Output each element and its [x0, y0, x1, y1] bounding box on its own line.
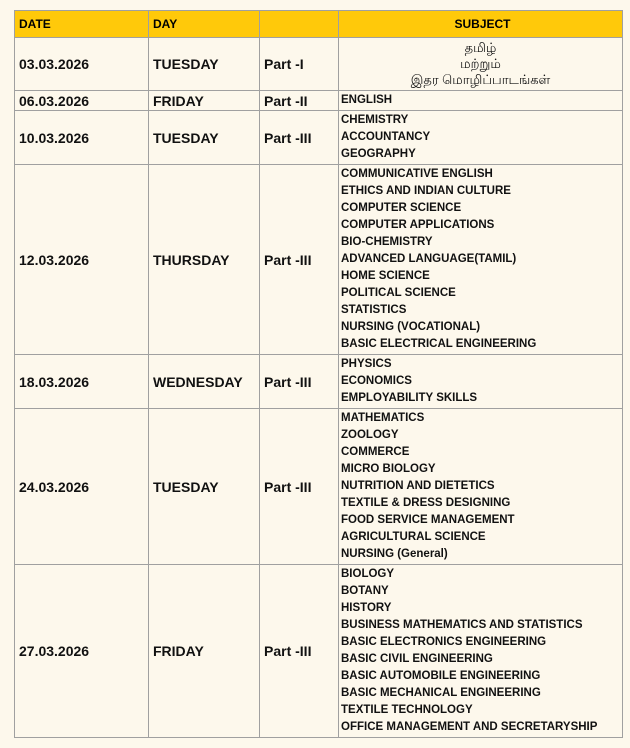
subject-item: HISTORY — [341, 602, 392, 614]
exam-day: TUESDAY — [149, 111, 260, 165]
exam-date: 18.03.2026 — [15, 355, 149, 409]
subject-item: NURSING (General) — [341, 548, 448, 560]
exam-part: Part -II — [260, 91, 339, 111]
exam-day: THURSDAY — [149, 165, 260, 355]
subject-item: PHYSICS — [341, 358, 392, 370]
subject-item: COMPUTER APPLICATIONS — [341, 219, 495, 231]
subject-item: GEOGRAPHY — [341, 148, 416, 160]
exam-timetable — [14, 10, 623, 738]
subject-item: BIOLOGY — [341, 568, 395, 580]
subject-item: BASIC AUTOMOBILE ENGINEERING — [341, 670, 541, 682]
subject-item: EMPLOYABILITY SKILLS — [341, 392, 478, 404]
table-row — [15, 409, 623, 565]
exam-date: 10.03.2026 — [15, 111, 149, 165]
subject-item: COMMERCE — [341, 446, 410, 458]
timetable-body — [15, 38, 623, 738]
subject-item: NURSING (VOCATIONAL) — [341, 321, 481, 333]
exam-date: 27.03.2026 — [15, 565, 149, 738]
subject-item: BASIC ELECTRICAL ENGINEERING — [341, 338, 537, 350]
exam-part: Part -III — [260, 565, 339, 738]
subject-item: TEXTILE TECHNOLOGY — [341, 704, 473, 716]
part-header — [260, 11, 339, 38]
exam-day: FRIDAY — [149, 565, 260, 738]
subject-list — [339, 165, 623, 355]
subject-list — [339, 565, 623, 738]
subject-item: TEXTILE & DRESS DESIGNING — [341, 497, 511, 509]
subject-item: COMMUNICATIVE ENGLISH — [341, 168, 493, 180]
exam-part: Part -III — [260, 355, 339, 409]
subject-item: BASIC MECHANICAL ENGINEERING — [341, 687, 541, 699]
subject-item: BASIC ELECTRONICS ENGINEERING — [341, 636, 547, 648]
subject-item: ADVANCED LANGUAGE(TAMIL) — [341, 253, 517, 265]
exam-day: TUESDAY — [149, 38, 260, 91]
exam-date: 12.03.2026 — [15, 165, 149, 355]
exam-part: Part -III — [260, 165, 339, 355]
exam-date: 06.03.2026 — [15, 91, 149, 111]
subject-item: BUSINESS MATHEMATICS AND STATISTICS — [341, 619, 583, 631]
subject-item: ECONOMICS — [341, 375, 412, 387]
exam-date: 03.03.2026 — [15, 38, 149, 91]
exam-date: 24.03.2026 — [15, 409, 149, 565]
date-header: DATE — [15, 11, 149, 38]
subject-item: MATHEMATICS — [341, 412, 425, 424]
subject-list — [339, 111, 623, 165]
subject-list — [339, 38, 623, 91]
day-header: DAY — [149, 11, 260, 38]
subject-item: STATISTICS — [341, 304, 407, 316]
exam-part: Part -III — [260, 409, 339, 565]
exam-part: Part -I — [260, 38, 339, 91]
subject-item: BOTANY — [341, 585, 389, 597]
table-row — [15, 111, 623, 165]
exam-part: Part -III — [260, 111, 339, 165]
subject-item: இதர மொழிப்பாடங்கள் — [410, 72, 551, 87]
subject-item: MICRO BIOLOGY — [341, 463, 436, 475]
subject-item: தமிழ் — [464, 40, 497, 55]
table-row — [15, 165, 623, 355]
subject-item: ACCOUNTANCY — [341, 131, 431, 143]
subject-item: FOOD SERVICE MANAGEMENT — [341, 514, 515, 526]
table-row — [15, 565, 623, 738]
subject-item: ETHICS AND INDIAN CULTURE — [341, 185, 511, 197]
table-row — [15, 91, 623, 111]
exam-day: FRIDAY — [149, 91, 260, 111]
table-row — [15, 355, 623, 409]
subject-item: ZOOLOGY — [341, 429, 399, 441]
subject-item: HOME SCIENCE — [341, 270, 430, 282]
exam-day: WEDNESDAY — [149, 355, 260, 409]
subject-item: ENGLISH — [341, 94, 393, 106]
header-row — [15, 11, 623, 38]
subject-item: BASIC CIVIL ENGINEERING — [341, 653, 493, 665]
subject-header: SUBJECT — [339, 11, 623, 38]
subject-item: AGRICULTURAL SCIENCE — [341, 531, 486, 543]
exam-day: TUESDAY — [149, 409, 260, 565]
subject-item: POLITICAL SCIENCE — [341, 287, 456, 299]
subject-item: NUTRITION AND DIETETICS — [341, 480, 495, 492]
subject-item: COMPUTER SCIENCE — [341, 202, 462, 214]
table-row — [15, 38, 623, 91]
subject-list — [339, 91, 623, 111]
subject-item: மற்றும் — [460, 56, 501, 71]
subject-list — [339, 355, 623, 409]
subject-item: BIO-CHEMISTRY — [341, 236, 433, 248]
subject-item: CHEMISTRY — [341, 114, 409, 126]
subject-item: OFFICE MANAGEMENT AND SECRETARYSHIP — [341, 721, 598, 733]
subject-list — [339, 409, 623, 565]
